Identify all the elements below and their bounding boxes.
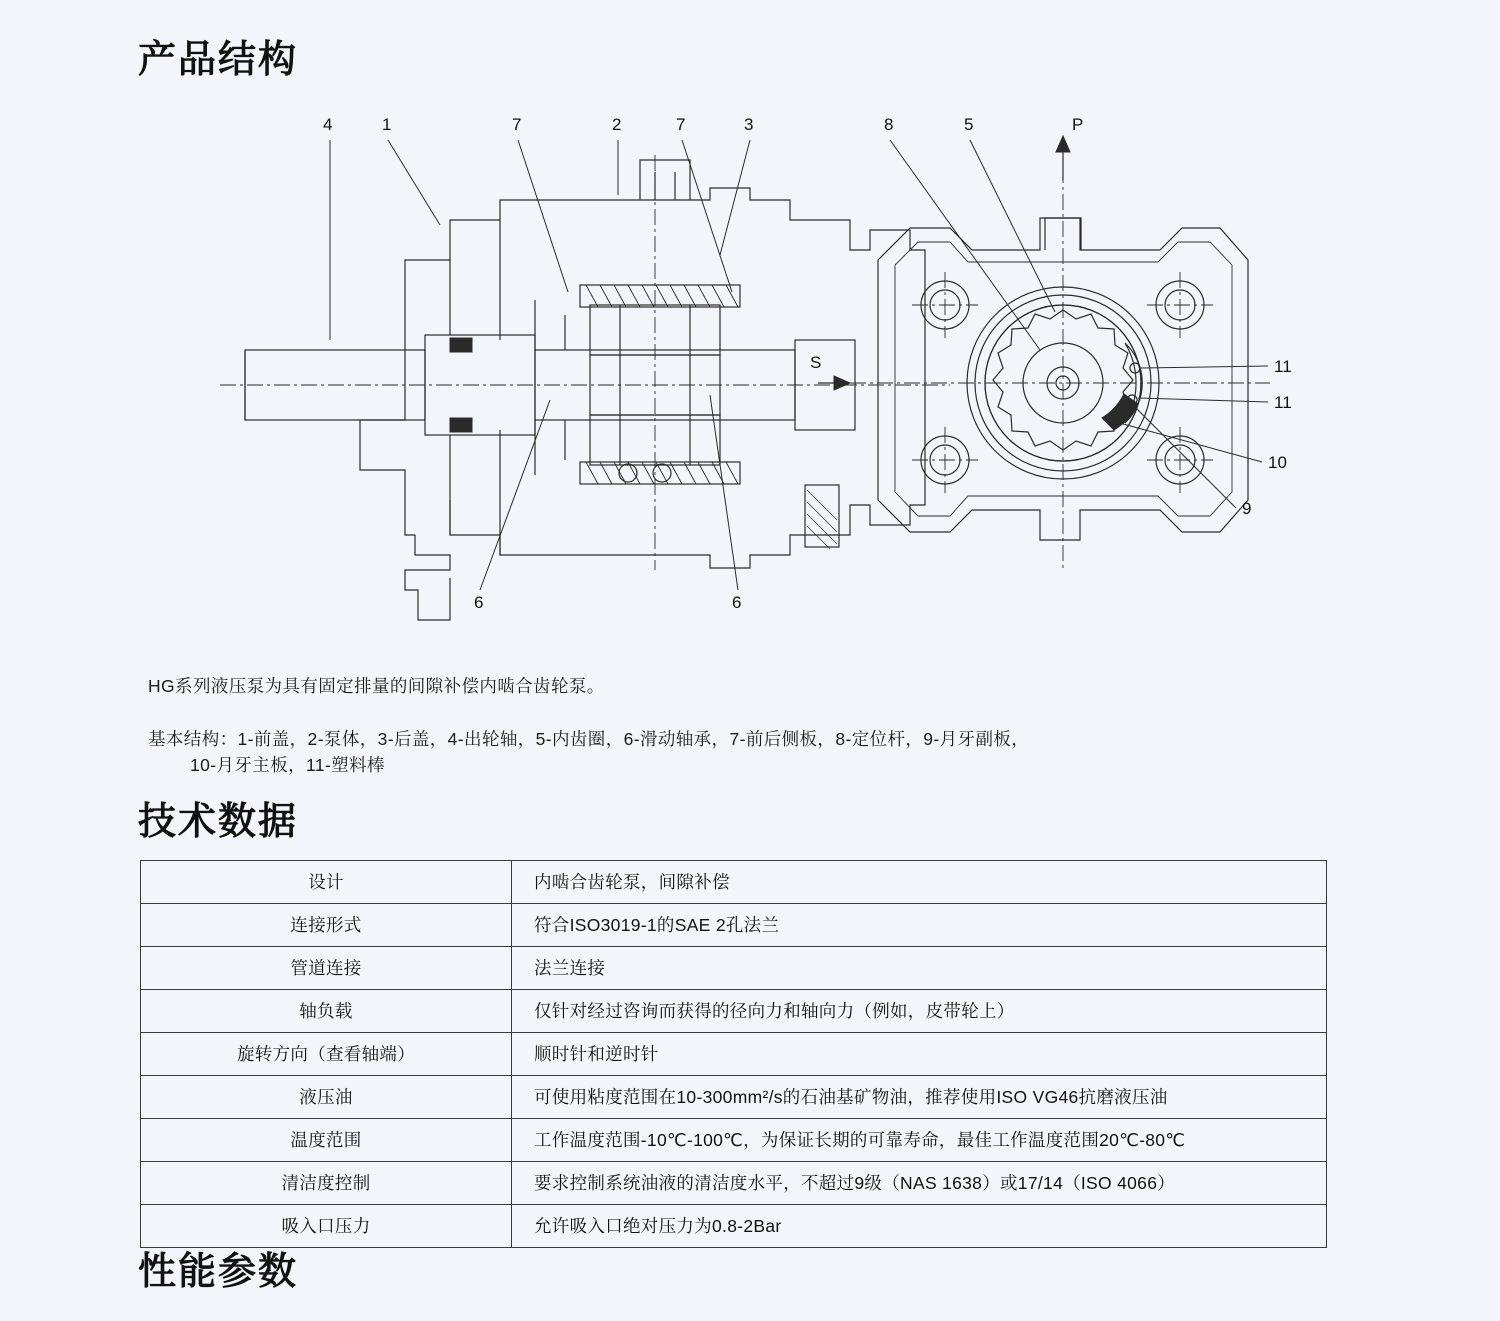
- row-label: 轴负载: [141, 990, 512, 1033]
- callout-6-right: [710, 395, 741, 612]
- callout-11-b: [1138, 393, 1292, 412]
- table-row: [141, 1162, 1327, 1205]
- svg-text:9: 9: [1242, 499, 1252, 518]
- pump-cross-section-svg: [150, 100, 1350, 640]
- svg-text:6: 6: [732, 593, 742, 612]
- page-title-performance-parameters: 性能参数: [138, 1251, 299, 1293]
- row-label: 温度范围: [141, 1119, 512, 1162]
- row-label: 吸入口压力: [141, 1205, 512, 1248]
- svg-text:11: 11: [1274, 357, 1292, 376]
- svg-text:7: 7: [512, 115, 522, 134]
- table-row: [141, 1033, 1327, 1076]
- callout-2: [612, 115, 621, 195]
- table-row: [141, 947, 1327, 990]
- product-structure-diagram: [150, 100, 1350, 640]
- table-row: [141, 1119, 1327, 1162]
- callout-9: [1128, 400, 1251, 518]
- callout-10: [1116, 422, 1287, 472]
- table-row: [141, 1205, 1327, 1248]
- table-row: [141, 1076, 1327, 1119]
- svg-text:P: P: [1072, 115, 1084, 134]
- svg-text:8: 8: [884, 115, 894, 134]
- callout-8: [884, 115, 1040, 350]
- row-label: 连接形式: [141, 904, 512, 947]
- row-value: 法兰连接: [512, 947, 1327, 990]
- svg-text:3: 3: [744, 115, 754, 134]
- row-value: 要求控制系统油液的清洁度水平，不超过9级（NAS 1638）或17/14（ISO 4066）: [512, 1162, 1327, 1205]
- table-row: [141, 990, 1327, 1033]
- page-title-technical-data: 技术数据: [138, 801, 299, 843]
- row-label: 管道连接: [141, 947, 512, 990]
- hatched-region: [805, 485, 839, 549]
- callout-6-left: [474, 400, 550, 612]
- svg-text:4: 4: [323, 115, 333, 134]
- row-value: 内啮合齿轮泵，间隙补偿: [512, 861, 1327, 904]
- callout-3: [720, 115, 753, 255]
- table-row: [141, 861, 1327, 904]
- row-label: 液压油: [141, 1076, 512, 1119]
- callout-11-a: [1140, 357, 1292, 376]
- svg-text:6: 6: [474, 593, 484, 612]
- callout-7-right: [676, 115, 732, 292]
- callout-4: [323, 115, 332, 340]
- right-front-view: [810, 115, 1292, 570]
- row-value: 可使用粘度范围在10-300mm²/s的石油基矿物油，推荐使用ISO VG46抗磨液压油: [512, 1076, 1327, 1119]
- row-value: 仅针对经过咨询而获得的径向力和轴向力（例如，皮带轮上）: [512, 990, 1327, 1033]
- table-row: [141, 904, 1327, 947]
- structure-parts-legend: [148, 726, 1328, 779]
- structure-description: HG系列液压泵为具有固定排量的间隙补偿内啮合齿轮泵。: [148, 675, 605, 696]
- svg-text:11: 11: [1274, 393, 1292, 412]
- row-value: 符合ISO3019-1的SAE 2孔法兰: [512, 904, 1327, 947]
- page-title-structure: 产品结构: [138, 39, 299, 81]
- row-label: 旋转方向（查看轴端）: [141, 1033, 512, 1076]
- callout-7-left: [512, 115, 568, 292]
- svg-text:1: 1: [382, 115, 392, 134]
- row-label: 清洁度控制: [141, 1162, 512, 1205]
- pressure-port: [1045, 115, 1083, 250]
- row-label: 设计: [141, 861, 512, 904]
- technical-data-table: [140, 860, 1327, 1248]
- callout-5: [964, 115, 1055, 312]
- bearing-top: [580, 285, 740, 307]
- left-sectional-view: [220, 115, 950, 620]
- svg-text:10: 10: [1268, 453, 1287, 472]
- legend-line-1: 基本结构：1-前盖，2-泵体，3-后盖，4-出轮轴，5-内齿圈，6-滑动轴承，7-前后侧板，8-定位杆，9-月牙副板，: [148, 728, 1030, 749]
- svg-text:2: 2: [612, 115, 622, 134]
- callout-1: [382, 115, 440, 225]
- svg-text:7: 7: [676, 115, 686, 134]
- svg-text:S: S: [810, 353, 822, 372]
- row-value: 工作温度范围-10℃-100℃，为保证长期的可靠寿命，最佳工作温度范围20℃-80℃: [512, 1119, 1327, 1162]
- suction-port: [810, 353, 850, 390]
- svg-text:5: 5: [964, 115, 974, 134]
- row-value: 允许吸入口绝对压力为0.8-2Bar: [512, 1205, 1327, 1248]
- legend-line-2: 10-月牙主板，11-塑料棒: [190, 754, 385, 775]
- row-value: 顺时针和逆时针: [512, 1033, 1327, 1076]
